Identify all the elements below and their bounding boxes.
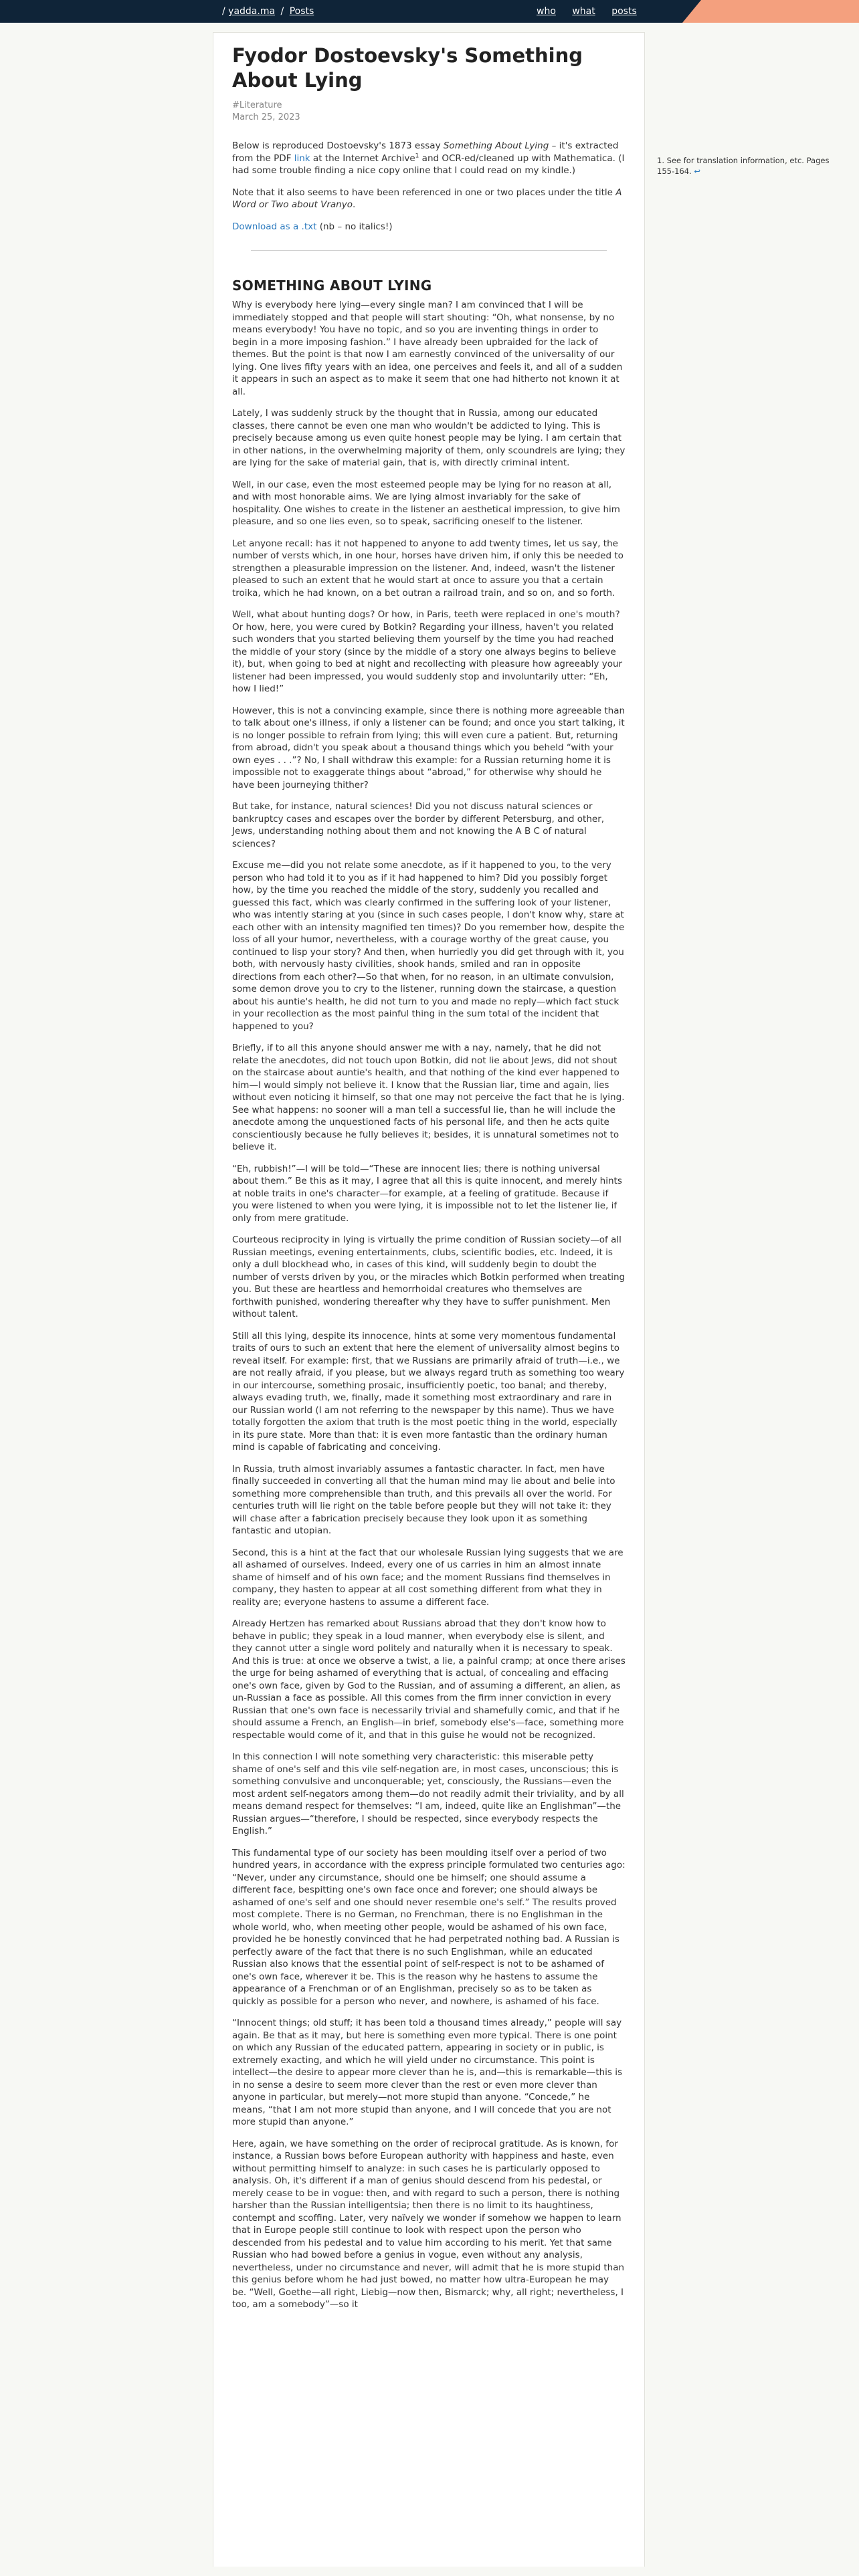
intro-text: and OCR-ed/cleaned up with Mathematica. (I had some trouble finding a nice copy online that I could read on my kindle.) xyxy=(232,152,625,176)
essay-paragraph: Why is everybody here lying—every single man? I am convinced that I will be immediately stopped and that people will start shouting: “Oh, what nonsense, by no means everybody! You have no topic, and so you are inventing things in order to begin in a more imposing fashion.” I have already been upbraided for the lack of themes. But the point is that now I am earnestly convinced of the universality of our lying. One lives fifty years with an idea, one perceives and feels it, and all of a sudden it appears in such an aspect as to make it seem that one had hitherto not known it at all. xyxy=(232,300,623,397)
top-nav xyxy=(537,6,650,17)
essay-paragraph: But take, for instance, natural sciences! Did you not discuss natural sciences or bankruptcy cases and escapes over the border by different Petersburg, and other, Jews, understanding nothing about them and not knowing the A B C of natural sciences? xyxy=(232,801,605,849)
essay-paragraph: Here, again, we have something on the order of reciprocal gratitude. As is known, for instance, a Russian bows before European authority with happiness and haste, even without permitting himself to analyze: in such cases he is particularly opposed to analysis. Oh, it's different if a man of genius should descend from his pedestal, or merely cease to be in vogue: then, and with regard to such a person, there is nothing harsher than the Russian intelligentsia; then there is no limit to its haughtiness, contempt and scoffing. Later, very naïvely we wonder if somehow we happen to learn that in Europe people still continue to look with respect upon the person who descended from his pedestal and to value him according to his merit. Yet that same Russian who had bowed before a genius in vogue, even without any analysis, nevertheless, under no circumstance and never, will admit that he is more stupid than this genius before whom he had just bowed, no matter how ultra-European he may be. “Well, Goethe—all right, Liebig—now then, Bismarck; why, all right; nevertheless, I too, am a somebody”—so it xyxy=(232,2138,625,2310)
intro-paragraph-2 xyxy=(232,187,626,211)
intro-text: Note that it also seems to have been referenced in one or two places under the title xyxy=(232,187,616,198)
essay-paragraph: Briefly, if to all this anyone should answer me with a nay, namely, that he did not relate the anecdotes, did not touch upon Botkin, did not lie about Jews, did not shout on the staircase about auntie's health, and that nothing of the kind ever happened to him—I would simply not believe it. I know that the Russian liar, time and again, lies without even noticing it himself, so that one may not perceive the fact that he is lying. See what happens: no sooner will a man tell a successful lie, than he will include the anecdote among the unquestioned facts of his personal life, and then he acts quite conscientiously because he fully believes it; besides, it is unnatural sometimes not to believe it. xyxy=(232,1043,625,1152)
essay-paragraph: Already Hertzen has remarked about Russians abroad that they don't know how to behave in public; they speak in a loud manner, when everybody else is silent, and they cannot utter a single word politely and naturally when it is necessary to speak. And this is true: at once we observe a twist, a lie, a painful cramp; at once there arises the urge for being ashamed of everything that is actual, of concealing and effacing one's own face, given by God to the Russian, and of assuming a different, an alien, as un-Russian a face as possible. All this comes from the firm inner conviction in every Russian that one's own face is necessarily trivial and shamefully comic, and that if he should assume a French, an English—in brief, somebody else's—face, something more respectable would come of it, and that in this guise he would not be recognized. xyxy=(232,1618,626,1741)
essay-paragraph: This fundamental type of our society has been moulding itself over a period of two hundred years, in accordance with the express principle formulated two centuries ago: “Never, under any circumstance, should one be himself; one should assume a different face, bespitting one's own face once and forever; one should always be ashamed of one's self and one should never resemble one's self.” The results proved most complete. There is no German, no Frenchman, there is no Englishman in the whole world, who, when meeting other people, would be ashamed of his own face, provided he be honestly convinced that he had perpetrated nothing bad. A Russian is perfectly aware of the fact that there is no such Englishman, while an educated Russian also knows that the essential point of self-respect is not to be ashamed of one's own face, wherever it be. This is the reason why he hastens to assume the appearance of a Frenchman or of an Englishman, precisely so as to be taken as quickly as possible for a person who never, and nowhere, is ashamed of his face. xyxy=(232,1847,626,2007)
post-meta xyxy=(232,100,626,124)
nav-what[interactable]: what xyxy=(572,6,595,17)
essay-paragraph: “Eh, rubbish!”—I will be told—“These are innocent lies; there is nothing universal about them.” Be this as it may, I agree that all this is quite innocent, and merely hints at noble traits in one's character—for example, at a feeling of gratitude. Because if you were listened to when you were lying, it is impossible not to let the listener lie, if only from mere gratitude. xyxy=(232,1163,622,1224)
essay-paragraph: However, this is not a convincing example, since there is nothing more agreeable than to talk about one's illness, if only a listener can be found; and once you start talking, it is no longer possible to refrain from lying; this will even cure a patient. But, returning from abroad, didn't you speak about a thousand things which you beheld “with your own eyes . . .”? No, I shall withdraw this example: for a Russian returning home it is impossible not to exaggerate things about “abroad,” for otherwise why should he have been journeying thither? xyxy=(232,705,626,790)
footnote-back-icon[interactable]: ↩ xyxy=(694,167,701,176)
top-bar xyxy=(0,0,859,23)
download-line xyxy=(232,221,626,233)
essay-paragraph: In Russia, truth almost invariably assumes a fantastic character. In fact, men have finally succeeded in converting all that the human mind may lie about and belie into something more comprehensible than truth, and this prevails all over the world. For centuries truth will lie right on the table before people but they will not take it: they will chase after a fabrication precisely because they look upon it as something fantastic and utopian. xyxy=(232,1463,615,1536)
intro-paragraph-1 xyxy=(232,140,626,177)
essay-paragraph: In this connection I will note something very characteristic: this miserable petty shame of one's self and this vile self-negation are, in most cases, unconscious; this is something convulsive and unconquerable; yet, consciously, the Russians—even the most ardent self-negators among them—do not readily admit their triviality, and by all means demand respect for themselves: “I am, indeed, quite like an Englishman”—the Russian argues—“therefore, I should be respected, since everybody respects the English.” xyxy=(232,1751,624,1836)
alt-title-ref: A Word or Two about Vranyo xyxy=(232,187,622,210)
tag-link[interactable]: #Literature xyxy=(232,100,282,110)
essay-paragraph: Well, in our case, even the most esteemed people may be lying for no reason at all, and with most honorable aims. We are lying almost invariably for the sake of hospitality. One wishes to create in the listener an aesthetical impression, to give him pleasure, and so one lies even, so to speak, sacrificing oneself to the listener. xyxy=(232,479,620,527)
site-home-link[interactable]: yadda.ma xyxy=(228,6,276,17)
posts-link[interactable]: Posts xyxy=(289,6,314,17)
essay-paragraph: “Innocent things; old stuff; it has been told a thousand times already,” people will say again. Be that as it may, but here is something even more typical. There is one point on which any Russian of the educated pattern, appearing in society or in public, is extremely exacting, and which he will yield under no circumstance. This point is intellect—the desire to appear more clever than he is, and—this is remarkable—this is in no sense a desire to seem more clever than the rest or even more clever than anyone in particular, but merely—not more stupid than anyone. “Concede,” he means, “that I am not more stupid than anyone, and I will concede that you are not more stupid than anyone.” xyxy=(232,2018,623,2127)
essay-paragraph: Well, what about hunting dogs? Or how, in Paris, teeth were replaced in one's mouth? Or how, here, you were cured by Botkin? Regarding your illness, haven't you related such wonders that you started believing them yourself by the time you had reached the middle of your story (since by the middle of a story one always begins to believe it), but, when going to bed at night and recollecting with pleasure how agreeably your listener had been impressed, you would suddenly stop and involuntarily utter: “Eh, how I lied!” xyxy=(232,609,623,694)
intro-text: at the Internet Archive xyxy=(310,152,415,164)
essay-title-ref: Something About Lying xyxy=(443,140,549,151)
footnote-ref[interactable]: 1 xyxy=(415,152,419,159)
essay-paragraph: Second, this is a hint at the fact that our wholesale Russian lying suggests that we are all ashamed of ourselves. Indeed, every one of us carries in him an almost innate shame of himself and of his own face; and the moment Russians find themselves in company, they hasten to appear at all cost something different from what they in reality are; everyone hastens to assume a different face. xyxy=(232,1547,624,1608)
header-accent-shape xyxy=(682,0,859,23)
nav-who[interactable]: who xyxy=(537,6,556,17)
divider xyxy=(251,250,607,251)
essay-paragraph: Excuse me—did you not relate some anecdote, as if it happened to you, to the very person who had told it to you as if it had happened to him? Did you possibly forget how, by the time you reached the middle of the story, suddenly you recalled and guessed this fact, which was clearly confirmed in the suffering look of your listener, who was intently staring at you (since in such cases people, I don't know why, stare at each other with an intensity magnified ten times)? Do you remember how, despite the loss of all your humor, nevertheless, with a courage worthy of the great cause, you continued to lisp your story? And then, when hurriedly you did get through with it, you both, with nervously hasty civilities, shook hands, smiled and ran in opposite directions from each other?—So that when, for no reason, in an ultimate convulsion, some demon drove you to cry to the listener, running down the staircase, a question about his auntie's health, he did not turn to you and made no reply—which fact stuck in your recollection as the most painful thing in the sum total of the incident that happened to you? xyxy=(232,860,625,1032)
download-note: (nb – no italics!) xyxy=(316,221,393,232)
breadcrumb-separator-2: / xyxy=(280,6,284,17)
intro-text: . xyxy=(352,199,356,210)
footnote-text: See for translation information, etc. Pages 155-164. xyxy=(657,156,830,176)
essay-paragraph: Lately, I was suddenly struck by the thought that in Russia, among our educated classes, there cannot be even one man who wouldn't be addicted to lying. This is precisely because among us even quite honest people may be lying. I am certain that in other nations, in the overwhelming majority of them, only scoundrels are lying; they are lying for the sake of material gain, that is, with directly criminal intent. xyxy=(232,408,626,468)
essay-paragraph: Let anyone recall: has it not happened to anyone to add twenty times, let us say, the number of versts which, in one hour, horses have driven him, if only this be needed to strengthen a pleasurable impression on the listener. And, indeed, wasn't the listener pleased to such an extent that he would start at once to assure you that a certain troika, which he had known, on a bet outran a railroad train, and so on, and so forth. xyxy=(232,538,624,599)
essay-heading: SOMETHING ABOUT LYING xyxy=(232,278,432,294)
post-card xyxy=(213,32,645,2567)
essay-paragraph: Still all this lying, despite its innocence, hints at some very momentous fundamental traits of ours to such an extent that here the element of universality almost begins to reveal itself. For example: first, that we Russians are primarily afraid of truth—i.e., we are not really afraid, if you please, but we always regard truth as something too weary in our intercourse, something prosaic, insufficiently poetic, too banal; and thereby, always evading truth, we, finally, made it something most extraordinary and rare in our Russian world (I am not referring to the newspaper by this name). Thus we have totally forgotten the axiom that truth is the most poetic thing in the world, especially in its pure state. More than that: it is even more fantastic than the ordinary human mind is capable of fabricating and conceiving. xyxy=(232,1330,625,1453)
essay-body xyxy=(232,299,626,2311)
intro xyxy=(232,140,626,233)
sidenote xyxy=(657,155,848,177)
intro-text: Below is reproduced Dostoevsky's 1873 essay xyxy=(232,140,444,151)
download-txt-link[interactable]: Download as a .txt xyxy=(232,221,317,232)
breadcrumb xyxy=(222,6,314,17)
pdf-link[interactable]: link xyxy=(294,152,310,164)
intro-text: – it's extracted from the PDF xyxy=(232,140,619,164)
post-date: March 25, 2023 xyxy=(232,112,300,122)
essay-paragraph: Courteous reciprocity in lying is virtually the prime condition of Russian society—of all Russian meetings, evening entertainments, clubs, scientific bodies, etc. Indeed, it is only a dull blockhead who, in cases of this kind, will suddenly begin to doubt the number of versts driven by you, or the miracles which Botkin performed when treating you. But these are heartless and hemorrhoidal creatures who themselves are forthwith punished, wondering thereafter why they have to suffer punishment. Men without talent. xyxy=(232,1235,626,1319)
breadcrumb-separator: / xyxy=(222,6,225,17)
footnote-number: 1. xyxy=(657,156,664,165)
nav-posts[interactable]: posts xyxy=(611,6,637,17)
post-title: Fyodor Dostoevsky's Something About Lying xyxy=(232,44,583,92)
footnote-item xyxy=(657,155,848,177)
